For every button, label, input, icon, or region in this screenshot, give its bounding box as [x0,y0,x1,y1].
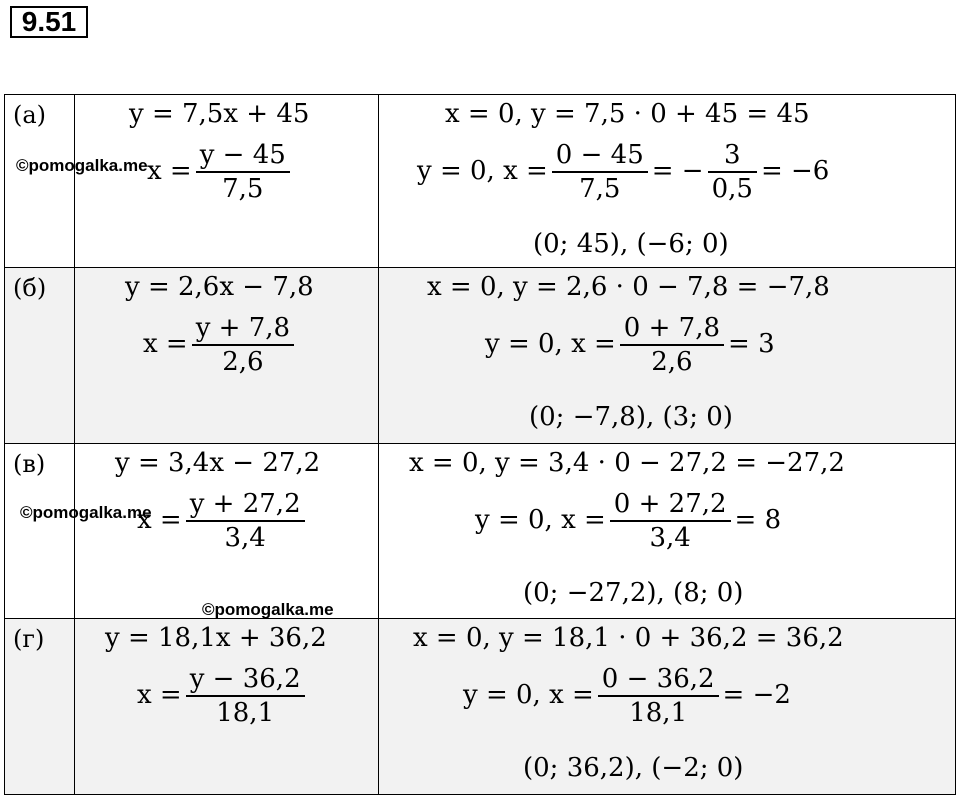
table-row [5,95,956,268]
y-zero-line: y = 0, x = $\frac{0 - 36,2}{18,1}$ = −2 [463,664,791,728]
intercept-points: (0; −7,8), (3; 0) [529,402,733,432]
x-expression: x = $\frac{y - 36,2}{18,1}$ [137,663,309,729]
x-zero-line: x = 0, y = 2,6 · 0 − 7,8 = −7,8 [427,272,830,302]
equation: y = 3,4x − 27,2 [115,448,321,478]
intercepts-cell [379,619,956,795]
fraction: $\frac{y - 36,2}{18,1}$ [186,663,305,729]
solution-table [4,94,956,795]
intercepts-cell [379,444,956,619]
equation-cell [75,95,379,268]
watermark: ©pomogalka.me [202,600,334,619]
watermark: ©pomogalka.me [20,503,152,522]
row-label: (г) [5,619,75,795]
x-zero-line: x = 0, y = 7,5 · 0 + 45 = 45 [445,99,810,129]
fraction: $\frac{y + 7,8}{2,6}$ [192,312,294,378]
equation-cell [75,619,379,795]
x-zero-line: x = 0, y = 18,1 · 0 + 36,2 = 36,2 [413,623,844,653]
table-row [5,444,956,619]
y-zero-line: y = 0, x = $\frac{0 + 27,2}{3,4}$ = 8 [475,489,782,553]
intercept-points: (0; 45), (−6; 0) [533,229,729,259]
fraction: $\frac{y - 45}{7,5}$ [196,139,290,205]
equation: y = 7,5x + 45 [129,99,310,129]
watermark: ©pomogalka.me [16,156,148,175]
row-label: (в) [5,444,75,619]
fraction: $\frac{0 - 36,2}{18,1}$ [598,663,719,729]
fraction: $\frac{y + 27,2}{3,4}$ [186,488,305,554]
equation: y = 2,6x − 7,8 [125,272,314,302]
x-expression: x = $\frac{y + 27,2}{3,4}$ [137,488,309,554]
row-label: (а) [5,95,75,268]
table-row [5,268,956,444]
fraction: $\frac{0 - 45}{7,5}$ [552,139,648,205]
x-expression: x = $\frac{y + 7,8}{2,6}$ [143,312,298,378]
intercept-points: (0; 36,2), (−2; 0) [523,753,744,783]
y-zero-line: y = 0, x = $\frac{0 + 7,8}{2,6}$ = 3 [485,313,775,377]
intercepts-cell [379,268,956,444]
equation-cell [75,444,379,619]
intercept-points: (0; −27,2), (8; 0) [523,578,744,608]
equation: y = 18,1x + 36,2 [105,623,327,653]
x-zero-line: x = 0, y = 3,4 · 0 − 27,2 = −27,2 [409,448,845,478]
equation-cell [75,268,379,444]
fraction: $\frac{0 + 27,2}{3,4}$ [610,488,731,554]
problem-number: 9.51 [10,6,88,38]
table-row [5,619,956,795]
fraction: $\frac{0 + 7,8}{2,6}$ [620,312,724,378]
fraction: $\frac{3}{0,5}$ [708,139,757,205]
intercepts-cell [379,95,956,268]
x-expression: x = $\frac{y - 45}{7,5}$ [147,139,294,205]
row-label: (б) [5,268,75,444]
y-zero-line: y = 0, x = $\frac{0 - 45}{7,5}$ = − $\frac{3}{0,5}$ = −6 [417,140,830,204]
